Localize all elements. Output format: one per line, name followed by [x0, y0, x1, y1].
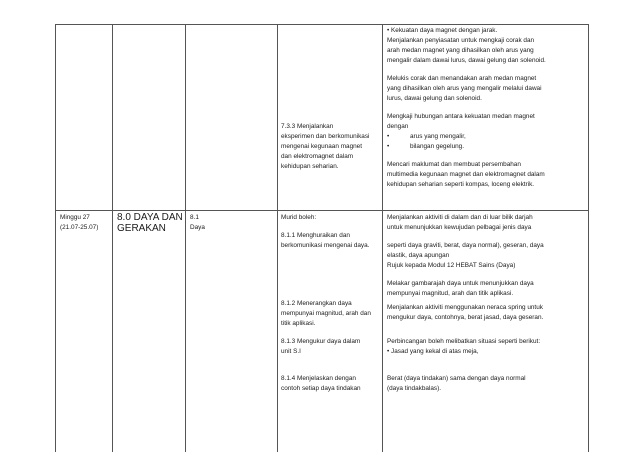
col-border-1 — [112, 24, 113, 452]
text-line: unit S.I — [281, 348, 301, 355]
text-line: kehidupan seharian seperti kompas, loceng elektrik. — [387, 181, 535, 188]
text-line: dengan — [387, 123, 409, 130]
text-line: Menjalankan aktiviti di dalam dan di luar bilik darjah — [387, 214, 533, 221]
text-line: Mengkaji hubungan antara kekuatan medan magnet — [387, 113, 535, 120]
unit-title: Daya — [190, 224, 205, 231]
text-line: Melakar gambarajah daya untuk menunjukkan daya — [387, 280, 534, 287]
text-line: arus yang mengalir, — [410, 133, 466, 140]
bullet-icon: • — [387, 133, 390, 140]
text-line: contoh setiap daya tindakan — [281, 385, 361, 392]
text-line: Berat (daya tindakan) sama dengan daya normal — [387, 375, 526, 382]
col-border-4 — [382, 24, 383, 452]
text-line: bilangan gegelung. — [410, 143, 465, 150]
text-line: titik aplikasi. — [281, 320, 316, 327]
bullet-icon: • — [387, 143, 390, 150]
text-line: mempunyai magnitud, arah dan — [281, 310, 371, 317]
text-line: mengukur daya, contohnya, berat jasad, daya geseran. — [387, 314, 544, 321]
unit-number: 8.1 — [190, 214, 199, 221]
text-line: 8.1.3 Mengukur daya dalam — [281, 338, 361, 345]
text-line: 8.1.1 Menghuraikan dan — [281, 232, 350, 239]
text-line: Menjalankan penyiasatan untuk mengkaji corak dan — [387, 37, 535, 44]
theme-title: GERAKAN — [117, 223, 166, 234]
text-line: lurus, dawai gelung dan solenoid. — [387, 95, 482, 102]
text-line: • Kekuatan daya magnet dengan jarak. — [387, 27, 498, 34]
text-line: 8.1.2 Menerangkan daya — [281, 300, 352, 307]
text-line: arah medan magnet yang dihasilkan oleh arus yang — [387, 47, 534, 54]
text-line: kehidupan seharian. — [281, 163, 339, 170]
text-line: multimedia kegunaan magnet dan elektromagnet dalam — [387, 171, 545, 178]
text-line: dan elektromagnet dalam — [281, 153, 354, 160]
week-dates: (21.07-25.07) — [60, 224, 99, 231]
text-line: elastik, daya apungan — [387, 252, 450, 259]
col-border-2 — [185, 24, 186, 452]
text-line: yang dihasilkan oleh arus yang mengalir melalui dawai — [387, 85, 542, 92]
text-line: berkomunikasi mengenai daya. — [281, 242, 370, 249]
text-line: 7.3.3 Menjalankan — [281, 123, 334, 130]
text-line: Rujuk kepada Modul 12 HEBAT Sains (Daya) — [387, 262, 516, 269]
text-line: Mencari maklumat dan membuat persembahan — [387, 161, 521, 168]
text-line: seperti daya graviti, berat, daya normal), geseran, daya — [387, 242, 544, 249]
week-label: Minggu 27 — [60, 214, 90, 221]
text-line: mengenai kegunaan magnet — [281, 143, 363, 150]
col-border-left — [55, 24, 56, 452]
text-line: Menjalankan aktiviti menggunakan neraca spring untuk — [387, 304, 543, 311]
col-border-3 — [277, 24, 278, 452]
text-line: Perbincangan boleh melibatkan situasi seperti berikut: — [387, 338, 541, 345]
theme-title: 8.0 DAYA DAN — [117, 212, 183, 223]
table-top-border — [55, 24, 588, 25]
row-divider — [55, 210, 588, 211]
col-border-right — [588, 24, 589, 452]
text-line: Murid boleh: — [281, 214, 317, 221]
text-line: mengalir dalam dawai lurus, dawai gelung dan solenoid. — [387, 57, 546, 64]
text-line: 8.1.4 Menjelaskan dengan — [281, 375, 356, 382]
text-line: Melukis corak dan menandakan arah medan magnet — [387, 75, 537, 82]
text-line: eksperimen dan berkomunikasi — [281, 133, 370, 140]
text-line: mempunyai magnitud, arah dan titik aplikasi. — [387, 290, 514, 297]
text-line: • Jasad yang kekal di atas meja, — [387, 348, 479, 355]
text-line: (daya tindakbalas). — [387, 385, 441, 392]
text-line: untuk menunjukkan kewujudan pelbagai jenis daya — [387, 224, 532, 231]
